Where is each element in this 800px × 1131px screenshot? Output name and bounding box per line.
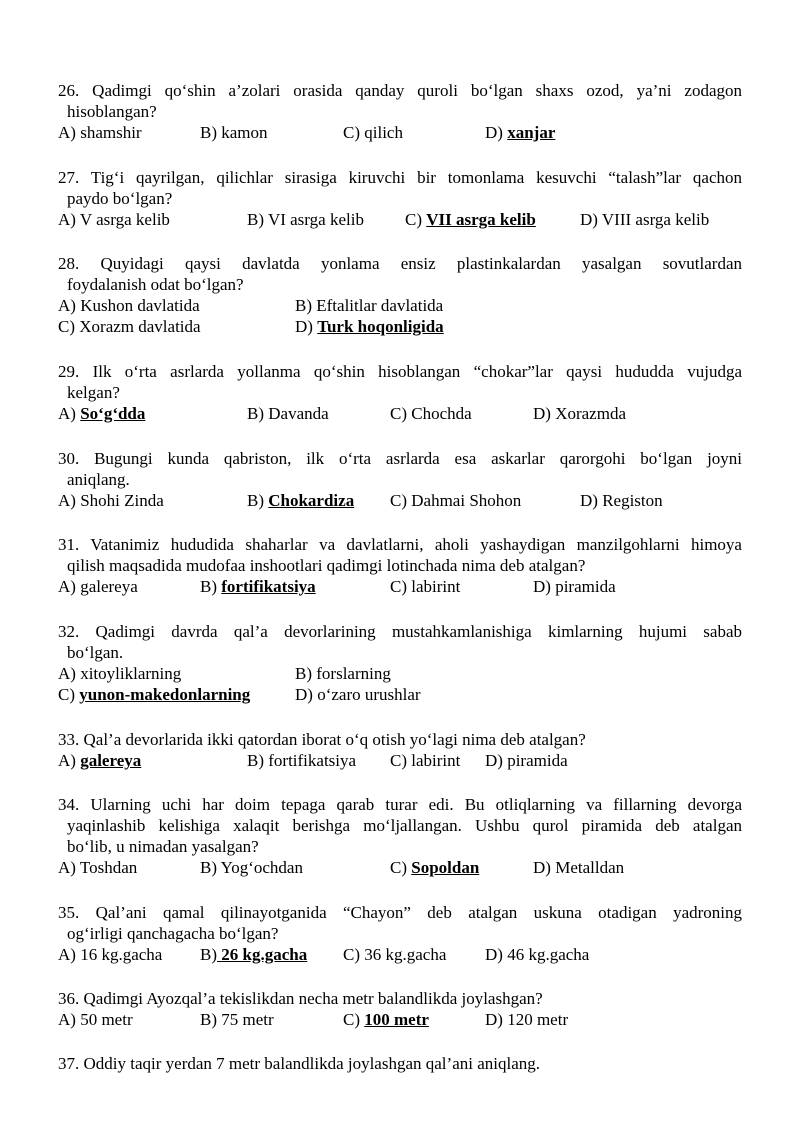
answer-options	[58, 490, 742, 511]
question-text-continued: aniqlang.	[67, 470, 130, 489]
question-text: 27. Tig‘i qayrilgan, qilichlar sirasiga kiruvchi bir tomonlama kesuvchi “talash”lar qachon	[58, 168, 742, 187]
option-a: A) V asrga kelib	[58, 210, 170, 229]
option-c-correct: C) 100 metr	[343, 1010, 429, 1029]
option-d: D) Registon	[580, 491, 663, 510]
option-d: D) VIII asrga kelib	[580, 210, 710, 229]
question-29	[58, 361, 742, 424]
option-d: D) 46 kg.gacha	[485, 945, 590, 964]
question-number: 35.	[58, 903, 80, 922]
option-c-correct: C) VII asrga kelib	[405, 210, 536, 229]
question-text-continued: kelgan?	[67, 383, 120, 402]
option-a: A) Kushon davlatida	[58, 296, 200, 315]
answer-options	[58, 944, 742, 965]
option-c: C) Chochda	[390, 404, 472, 423]
question-text: 34. Ularning uchi har doim tepaga qarab turar edi. Bu otliqlarning va fillarning devorga	[58, 795, 743, 814]
option-a: A) Toshdan	[58, 858, 138, 877]
question-text-continued-2: bo‘lib, u nimadan yasalgan?	[67, 837, 259, 856]
option-a: A) Shohi Zinda	[58, 491, 164, 510]
option-d-correct: D) Turk hoqonligida	[295, 317, 444, 336]
option-b: B) kamon	[200, 123, 268, 142]
option-b: B) Yog‘ochdan	[200, 858, 303, 877]
answer-options-row-1	[58, 295, 742, 316]
question-34	[58, 794, 742, 878]
question-27	[58, 167, 742, 230]
answer-options-row-2	[58, 684, 742, 705]
option-b-correct: B) Chokardiza	[247, 491, 355, 510]
question-32	[58, 621, 742, 705]
option-c-correct: C) Sopoldan	[390, 858, 480, 877]
question-number: 30.	[58, 449, 80, 468]
question-text: 31. Vatanimiz hududida shaharlar va davlatlarni, aholi yashaydigan manzilgohlarni himoya	[58, 535, 742, 554]
answer-options	[58, 209, 742, 230]
option-a: A) xitoyliklarning	[58, 664, 182, 683]
question-text-continued: qilish maqsadida mudofaa inshootlari qadimgi lotinchada nima deb atalgan?	[67, 556, 586, 575]
question-number: 28.	[58, 254, 80, 273]
question-number: 32.	[58, 622, 80, 641]
option-c: C) qilich	[343, 123, 403, 142]
option-b: B) forslarning	[295, 664, 391, 683]
answer-options-row-1	[58, 663, 742, 684]
option-b: B) VI asrga kelib	[247, 210, 364, 229]
option-a: A) 16 kg.gacha	[58, 945, 163, 964]
option-a: A) 50 metr	[58, 1010, 133, 1029]
option-d: D) 120 metr	[485, 1010, 569, 1029]
question-number: 29.	[58, 362, 80, 381]
option-d: D) Metalldan	[533, 858, 625, 877]
question-text-continued: paydo bo‘lgan?	[67, 189, 173, 208]
question-text: 35. Qal’ani qamal qilinayotganida “Chayon” deb atalgan uskuna otadigan yadroning	[58, 903, 743, 922]
question-35	[58, 902, 742, 965]
option-c: C) 36 kg.gacha	[343, 945, 447, 964]
question-text-continued: foydalanish odat bo‘lgan?	[67, 275, 244, 294]
question-number: 36.	[58, 989, 80, 1008]
question-text: 29. Ilk o‘rta asrlarda yollanma qo‘shin hisoblangan “chokar”lar qaysi hududda vujudga	[58, 362, 743, 381]
question-text-continued: og‘irligi qanchagacha bo‘lgan?	[67, 924, 279, 943]
option-b: B) 75 metr	[200, 1010, 274, 1029]
option-a-correct: A) So‘g‘dda	[58, 404, 146, 423]
answer-options	[58, 122, 742, 143]
option-d-correct: D) xanjar	[485, 123, 556, 142]
question-30	[58, 448, 742, 511]
option-c: C) labirint	[390, 751, 461, 770]
option-b: B) Davanda	[247, 404, 329, 423]
option-b-correct: B) 26 kg.gacha	[200, 945, 308, 964]
option-c-correct: C) yunon-makedonlarning	[58, 685, 251, 704]
question-37	[58, 1053, 742, 1074]
option-a: A) galereya	[58, 577, 138, 596]
answer-options	[58, 1009, 742, 1030]
option-c: C) labirint	[390, 577, 461, 596]
answer-options	[58, 857, 742, 878]
question-number: 34.	[58, 795, 80, 814]
question-text-continued: bo‘lgan.	[67, 643, 124, 662]
answer-options	[58, 403, 742, 424]
question-text: 28. Quyidagi qaysi davlatda yonlama ensiz plastinkalardan yasalgan sovutlardan	[58, 254, 743, 273]
question-text: 37. Oddiy taqir yerdan 7 metr balandlikda joylashgan qal’ani aniqlang.	[58, 1054, 541, 1073]
option-b: B) fortifikatsiya	[247, 751, 357, 770]
question-number: 31.	[58, 535, 80, 554]
option-c: C) Dahmai Shohon	[390, 491, 522, 510]
option-d: D) o‘zaro urushlar	[295, 685, 421, 704]
option-b-correct: B) fortifikatsiya	[200, 577, 316, 596]
question-text-continued: hisoblangan?	[67, 102, 157, 121]
question-number: 37.	[58, 1054, 80, 1073]
option-d: D) piramida	[485, 751, 568, 770]
question-36	[58, 988, 742, 1030]
option-d: D) Xorazmda	[533, 404, 627, 423]
answer-options-row-2	[58, 316, 742, 337]
question-text: 32. Qadimgi davrda qal’a devorlarining mustahkamlanishiga kimlarning hujumi sabab	[58, 622, 743, 641]
question-number: 27.	[58, 168, 80, 187]
option-a-correct: A) galereya	[58, 751, 142, 770]
question-number: 26.	[58, 81, 80, 100]
question-text: 26. Qadimgi qo‘shin a’zolari orasida qanday quroli bo‘lgan shaxs ozod, ya’ni zodagon	[58, 81, 742, 100]
option-c: C) Xorazm davlatida	[58, 317, 201, 336]
question-text: 33. Qal’a devorlarida ikki qatordan iborat o‘q otish yo‘lagi nima deb atalgan?	[58, 730, 586, 749]
answer-options	[58, 750, 742, 771]
option-b: B) Eftalitlar davlatida	[295, 296, 444, 315]
option-a: A) shamshir	[58, 123, 142, 142]
question-26	[58, 80, 742, 143]
question-33	[58, 729, 742, 771]
question-text: 36. Qadimgi Ayozqal’a tekislikdan necha metr balandlikda joylashgan?	[58, 989, 543, 1008]
question-text: 30. Bugungi kunda qabriston, ilk o‘rta asrlarda esa askarlar qarorgohi bo‘lgan joyni	[58, 449, 743, 468]
question-31	[58, 534, 742, 597]
question-28	[58, 253, 742, 337]
question-text-continued: yaqinlashib kelishiga xalaqit berishga mo‘ljallangan. Ushbu qurol piramida deb atalgan	[67, 816, 742, 835]
answer-options	[58, 576, 742, 597]
option-d: D) piramida	[533, 577, 616, 596]
question-number: 33.	[58, 730, 80, 749]
